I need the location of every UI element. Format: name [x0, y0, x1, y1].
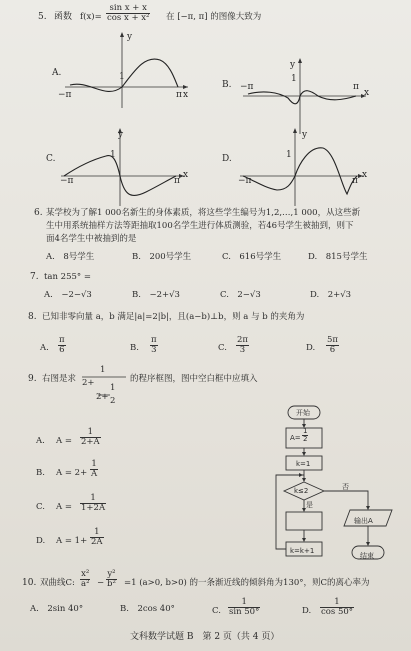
- q8-stem: 已知非零向量 a，b 满足|a|=2|b|，且(a−b)⊥b，则 a 与 b 的夹角为: [42, 312, 305, 322]
- graph-d-y: y: [302, 130, 308, 140]
- q9-stem-a: 右图是求: [42, 374, 77, 384]
- q6-option-d: D. 815号学生: [308, 252, 368, 262]
- flow-blank-box: [286, 512, 322, 530]
- q5-stem-a: 函数: [54, 12, 73, 22]
- q8-c-den: 3: [239, 345, 246, 355]
- q9-option-d-label: D.: [36, 536, 46, 546]
- q10-b2: b²: [107, 579, 116, 589]
- q6-option-b: B. 200号学生: [132, 252, 192, 262]
- graph-a-pi: π: [176, 90, 182, 100]
- q8-option-a-label: A.: [40, 343, 49, 353]
- q9-option-b-frac: [90, 460, 98, 479]
- graph-d: [235, 128, 368, 208]
- q10-x2: x²: [81, 569, 90, 579]
- q9-option-c-frac: [80, 494, 106, 513]
- q6-line2: 生中用系统抽样方法等距抽取100名学生进行体质测验，若46号学生被抽到，则下: [46, 221, 354, 231]
- q8-option-c-label: C.: [218, 343, 227, 353]
- q10-option-c-frac: [228, 598, 260, 617]
- graph-d-one: 1: [286, 150, 292, 160]
- q7-option-c: C. 2−√3: [220, 290, 261, 300]
- q8-d-num: 5π: [327, 335, 338, 345]
- q9-b-den: A: [91, 469, 98, 479]
- flow-init-num: 1: [303, 427, 308, 435]
- q8-d-den: 6: [329, 345, 336, 355]
- graph-a-one: 1: [119, 72, 125, 82]
- q9-frac-one: 1: [100, 365, 106, 375]
- graph-d-x: x: [362, 170, 368, 180]
- q10-minus: −: [97, 578, 105, 588]
- q9-frac-two-b: 2+: [96, 392, 109, 402]
- q8-b-den: 3: [151, 345, 157, 355]
- q8-option-b-frac: [150, 336, 158, 355]
- q10-y2: y²: [107, 569, 116, 579]
- graph-c-neg-pi: −π: [60, 176, 74, 186]
- q10-option-d-frac: [320, 598, 354, 617]
- q10-d-den: cos 50°: [321, 607, 354, 617]
- q10-c-num: 1: [228, 598, 260, 608]
- flow-end: 结束: [360, 552, 374, 560]
- q9-option-d-frac: [90, 528, 104, 547]
- flow-no: 否: [342, 483, 349, 491]
- q9-option-d-lhs: A = 1+: [56, 536, 88, 546]
- q9-c-den: 1+2A: [81, 503, 106, 513]
- q10-c-den: sin 50°: [229, 607, 260, 617]
- q10-a2: a²: [81, 579, 90, 589]
- graph-b-pi: π: [353, 82, 359, 92]
- q9-stem-b: 的程序框图，图中空白框中应填入: [130, 374, 258, 384]
- q7-option-a: A. −2−√3: [44, 290, 92, 300]
- graph-b: [238, 56, 368, 136]
- q5-option-a: A.: [52, 68, 62, 78]
- q8-c-num: 2π: [237, 335, 248, 345]
- q9-b-num: 1: [91, 459, 97, 469]
- q10-option-d-label: D.: [302, 606, 312, 616]
- q9-option-a-lhs: A =: [56, 436, 72, 446]
- q9-option-c-lhs: A =: [56, 502, 72, 512]
- q5-option-b: B.: [222, 80, 232, 90]
- q6-option-c: C. 616号学生: [222, 252, 282, 262]
- q9-option-a-frac: [80, 428, 101, 447]
- flow-output: 输出A: [354, 517, 373, 525]
- q7-stem: tan 255° =: [44, 272, 91, 282]
- q10-stem-b: =1 (a>0, b>0) 的一条渐近线的倾斜角为130°，则C的离心率为: [124, 578, 370, 588]
- q10-option-c-label: C.: [212, 606, 221, 616]
- q6-number: 6.: [34, 208, 43, 218]
- graph-a: [60, 30, 190, 110]
- graph-c-x: x: [183, 170, 189, 180]
- q5-number: 5.: [38, 12, 47, 22]
- graph-a-neg-pi: −π: [58, 90, 72, 100]
- q5-stem-b: 在 [−π, π] 的图像大致为: [166, 12, 262, 22]
- q8-option-a-frac: [58, 336, 66, 355]
- graph-c-one: 1: [110, 150, 116, 160]
- q8-a-num: π: [59, 335, 65, 345]
- flow-init-frac: [302, 428, 308, 443]
- q10-stem-a: 双曲线C:: [40, 578, 75, 588]
- q9-a-num: 1: [80, 428, 101, 438]
- q5-func-den: cos x + x²: [107, 13, 150, 23]
- q10-y-frac: [106, 570, 117, 589]
- q9-frac-half-den: 2: [110, 396, 116, 406]
- graph-d-pi: π: [352, 176, 358, 186]
- graph-b-x: x: [364, 88, 370, 98]
- flow-incr: k=k+1: [290, 547, 315, 555]
- q8-b-num: π: [151, 335, 157, 345]
- q9-c-num: 1: [80, 494, 106, 504]
- q7-option-d: D. 2+√3: [310, 290, 352, 300]
- q5-func-lhs: f(x)=: [80, 12, 102, 22]
- q9-option-b-label: B.: [36, 468, 45, 478]
- q6-line3: 面4名学生中被抽到的是: [46, 234, 137, 244]
- graph-c-y: y: [118, 130, 124, 140]
- graph-a-x: x: [183, 90, 189, 100]
- graph-b-neg-pi: −π: [240, 82, 254, 92]
- q9-d-den: 2A: [91, 537, 103, 547]
- q8-option-d-frac: [326, 336, 339, 355]
- q5-option-d: D.: [222, 154, 232, 164]
- q10-d-num: 1: [320, 598, 354, 608]
- graph-d-neg-pi: −π: [238, 176, 252, 186]
- q8-option-c-frac: [236, 336, 249, 355]
- q5-option-c: C.: [46, 154, 56, 164]
- q9-option-c-label: C.: [36, 502, 45, 512]
- q8-option-d-label: D.: [306, 343, 316, 353]
- q9-a-den: 2+A: [81, 437, 100, 447]
- q9-d-num: 1: [90, 528, 104, 538]
- q9-option-a-label: A.: [36, 436, 45, 446]
- q5-func: [106, 4, 150, 23]
- q5-func-num: sin x + x: [106, 4, 150, 14]
- q8-option-b-label: B.: [130, 343, 139, 353]
- flow-kinit: k=1: [296, 460, 311, 468]
- q10-option-a: A. 2sin 40°: [30, 604, 84, 614]
- flow-cond: k≤2: [294, 487, 309, 495]
- q9-frac-two: 2+: [82, 378, 95, 388]
- flow-init-lhs: A=: [290, 434, 301, 442]
- graph-b-y: y: [290, 60, 296, 70]
- q10-number: 10.: [22, 578, 37, 588]
- q8-number: 8.: [28, 312, 37, 322]
- q10-option-b: B. 2cos 40°: [120, 604, 175, 614]
- q8-a-den: 6: [59, 345, 65, 355]
- page-footer: 文科数学试题 B 第 2 页（共 4 页）: [130, 632, 280, 642]
- q9-frac-half-num: 1: [110, 383, 116, 393]
- graph-c-pi: π: [174, 176, 180, 186]
- q7-option-b: B. −2+√3: [132, 290, 180, 300]
- flow-start: 开始: [296, 409, 310, 417]
- graph-b-one: 1: [291, 74, 297, 84]
- q6-line1: 某学校为了解1 000名新生的身体素质，将这些学生编号为1,2,…,1 000，从这些新: [46, 208, 361, 218]
- q6-option-a: A. 8号学生: [46, 252, 95, 262]
- graph-a-y: y: [127, 32, 133, 42]
- flow-yes: 是: [306, 501, 313, 509]
- q9-option-b-lhs: A = 2+: [56, 468, 88, 478]
- q9-number: 9.: [28, 374, 37, 384]
- q7-number: 7.: [30, 272, 39, 282]
- flow-init-den: 2: [303, 435, 308, 443]
- q10-x-frac: [80, 570, 90, 589]
